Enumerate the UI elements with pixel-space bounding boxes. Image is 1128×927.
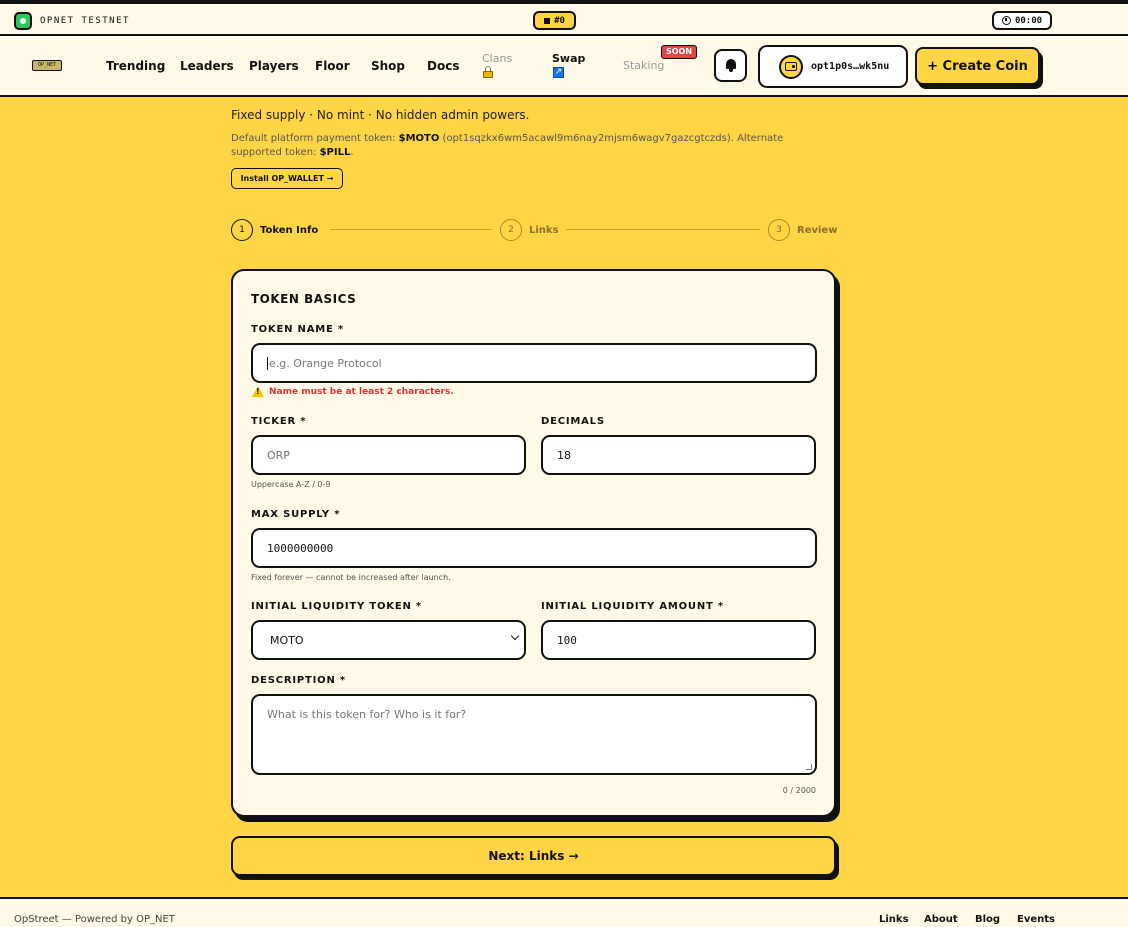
step-label: Links	[529, 224, 559, 236]
footer	[0, 897, 1128, 927]
step-token-info[interactable]	[231, 219, 318, 241]
ticker-input[interactable]	[251, 435, 526, 475]
ticker-hint: Uppercase A-Z / 0-9	[251, 480, 331, 489]
bell-icon	[725, 59, 737, 72]
timer-badge	[992, 11, 1052, 30]
nav-trending[interactable]: Trending	[106, 59, 166, 73]
step-connector	[566, 229, 760, 230]
install-wallet-button[interactable]: Install OP_WALLET →	[231, 168, 343, 189]
nav-players[interactable]: Players	[249, 59, 299, 73]
description-label: DESCRIPTION *	[251, 675, 346, 686]
block-number: #0	[554, 15, 565, 26]
decimals-input[interactable]	[541, 435, 816, 475]
pill-token: $PILL	[319, 147, 351, 158]
next-links-button[interactable]: Next: Links →	[231, 836, 836, 876]
chevron-down-icon	[511, 632, 519, 640]
nav-swap[interactable]: Swap	[552, 52, 586, 65]
step-number: 1	[231, 219, 253, 241]
decimals-value: 18	[557, 448, 571, 462]
liquidity-token-select[interactable]	[251, 620, 526, 660]
tagline: Fixed supply · No mint · No hidden admin powers.	[231, 108, 530, 122]
swap-arrow-icon: ↗	[554, 67, 563, 77]
liquidity-amount-value: 100	[557, 633, 577, 647]
token-name-error	[252, 386, 454, 397]
max-supply-hint: Fixed forever — cannot be increased after launch.	[251, 573, 451, 582]
block-number-badge	[533, 11, 576, 30]
description-char-counter: 0 / 2000	[782, 786, 816, 795]
liquidity-amount-label: INITIAL LIQUIDITY AMOUNT *	[541, 601, 724, 612]
footer-link-events[interactable]: Events	[1017, 914, 1055, 925]
main-header	[0, 36, 1128, 97]
wallet-button[interactable]	[758, 45, 908, 88]
nav-shop[interactable]: Shop	[371, 59, 406, 73]
liquidity-token-label: INITIAL LIQUIDITY TOKEN *	[251, 601, 422, 612]
token-name-label: TOKEN NAME *	[251, 324, 344, 335]
token-basics-card	[231, 269, 836, 817]
nav-leaders[interactable]: Leaders	[180, 59, 234, 73]
max-supply-input[interactable]	[251, 528, 817, 568]
step-label: Review	[797, 224, 838, 236]
warning-icon	[252, 386, 264, 397]
payment-token-note	[231, 132, 811, 160]
decimals-label: DECIMALS	[541, 416, 605, 427]
step-number: 3	[768, 219, 790, 241]
note-prefix: Default platform payment token:	[231, 133, 399, 144]
footer-link-blog[interactable]: Blog	[975, 914, 1001, 925]
ticker-label: TICKER *	[251, 416, 307, 427]
notifications-button[interactable]	[714, 49, 747, 82]
liquidity-token-value: MOTO	[270, 633, 304, 647]
token-name-input[interactable]	[251, 343, 817, 383]
card-title: TOKEN BASICS	[251, 292, 357, 306]
network-status-icon	[14, 12, 32, 30]
nav-clans[interactable]: Clans	[482, 52, 513, 65]
wallet-icon	[779, 55, 803, 79]
footer-link-about[interactable]: About	[924, 914, 958, 925]
network-bar	[0, 0, 1128, 36]
moto-token: $MOTO	[398, 133, 440, 144]
liquidity-amount-input[interactable]	[541, 620, 816, 660]
nav-floor[interactable]: Floor	[315, 59, 350, 73]
logo-text: OP_NET	[37, 62, 57, 68]
max-supply-value: 1000000000	[267, 541, 334, 555]
nav-staking: Staking	[623, 59, 665, 72]
step-number: 2	[500, 219, 522, 241]
step-connector	[330, 229, 492, 230]
text-caret	[267, 357, 268, 370]
timer-value: 00:00	[1014, 15, 1043, 26]
step-links[interactable]	[500, 219, 559, 241]
resize-handle-icon[interactable]	[806, 764, 812, 770]
note-address: (opt1sqzkx6wm5acawl9m6nay2mjsm6wagv7gazcgtczds). Alternate supported token:	[231, 133, 784, 158]
block-icon	[544, 18, 550, 24]
max-supply-label: MAX SUPPLY *	[251, 509, 341, 520]
token-name-placeholder: e.g. Orange Protocol	[269, 356, 382, 370]
ticker-placeholder: ORP	[267, 448, 290, 462]
network-indicator	[14, 12, 130, 30]
step-label: Token Info	[260, 224, 319, 236]
create-coin-button[interactable]: + Create Coin	[915, 47, 1040, 85]
opstreet-logo[interactable]	[32, 60, 62, 71]
step-review[interactable]	[768, 219, 837, 241]
nav-docs[interactable]: Docs	[427, 59, 460, 73]
soon-badge: SOON	[661, 45, 697, 59]
lock-icon	[483, 66, 493, 78]
description-textarea[interactable]	[251, 694, 817, 775]
footer-link-links[interactable]: Links	[879, 914, 909, 925]
description-placeholder: What is this token for? Who is it for?	[267, 708, 467, 721]
clock-icon	[1002, 16, 1011, 25]
wallet-address: opt1p0s…wk5nu	[811, 61, 890, 72]
note-end: .	[350, 147, 354, 158]
network-label: OPNET TESTNET	[40, 16, 130, 26]
error-text: Name must be at least 2 characters.	[269, 386, 454, 397]
footer-brand: OpStreet — Powered by OP_NET	[14, 914, 175, 925]
